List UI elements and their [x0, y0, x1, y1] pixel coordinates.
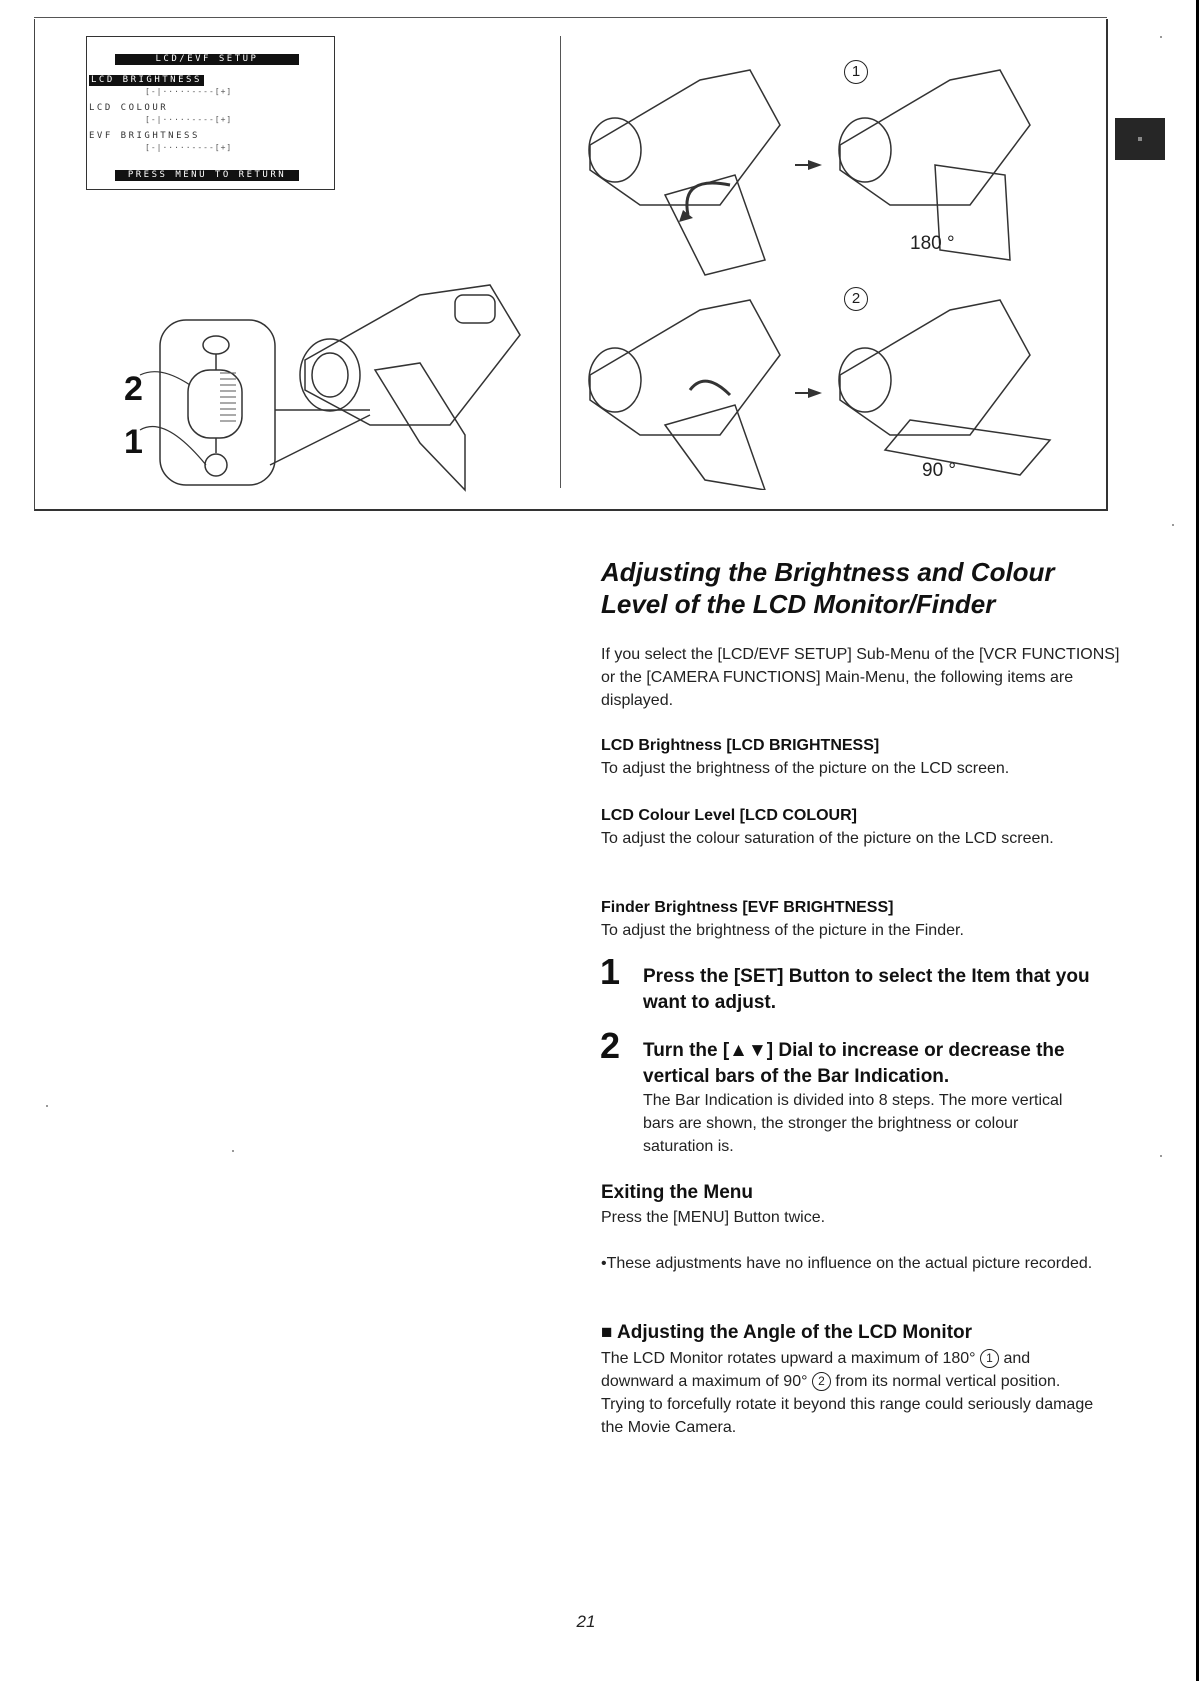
item-description: To adjust the colour saturation of the picture on the LCD screen.	[601, 830, 1054, 847]
exit-menu-text: Press the [MENU] Button twice.	[601, 1209, 826, 1226]
rotation-step-1-marker: 1	[844, 60, 868, 84]
note-text: •These adjustments have no influence on the actual picture recorded.	[601, 1255, 1093, 1272]
inline-marker-1: 1	[980, 1349, 999, 1368]
callout-label-2: 2	[124, 370, 143, 408]
scan-speck	[46, 1105, 48, 1107]
menu-item-evf-brightness: EVF BRIGHTNESS	[89, 131, 200, 141]
lcd-evf-setup-menu	[86, 36, 335, 190]
rotation-step-2-marker: 2	[844, 287, 868, 311]
section-title	[601, 556, 1121, 620]
item-heading: LCD Brightness [LCD BRIGHTNESS]	[601, 737, 880, 754]
item-description: To adjust the brightness of the picture in the Finder.	[601, 922, 964, 939]
lcd-angle-text-c: from its normal vertical position. Trying to forcefully rotate it beyond this range could seriously damage the Movie Camera.	[601, 1373, 1094, 1436]
step-2-title: Turn the [▲▼] Dial to increase or decrease the vertical bars of the Bar Indication.	[643, 1040, 1065, 1087]
section-tab	[1115, 118, 1165, 160]
camera-with-controls-illustration	[120, 275, 540, 500]
page-number: 21	[576, 1612, 596, 1631]
section-title-line-2: Level of the LCD Monitor/Finder	[601, 589, 996, 619]
callout-label-1: 1	[124, 423, 143, 461]
lcd-angle-text-a: The LCD Monitor rotates upward a maximum of 180°	[601, 1350, 976, 1367]
item-lcd-colour	[601, 804, 1121, 850]
section-title-line-1: Adjusting the Brightness and Colour	[601, 557, 1055, 587]
lcd-angle-text-b: and downward a maximum of 90°	[601, 1350, 1031, 1390]
scan-speck	[1172, 524, 1174, 526]
step-1-number: 1	[600, 951, 621, 992]
intro-paragraph: If you select the [LCD/EVF SETUP] Sub-Menu of the [VCR FUNCTIONS] or the [CAMERA FUNCTIONS] Main-Menu, the following items are displayed.	[601, 646, 1120, 709]
item-evf-brightness	[601, 896, 1121, 942]
item-lcd-brightness	[601, 734, 1121, 780]
lcd-angle-paragraph	[601, 1347, 1101, 1439]
lcd-rotation-illustration	[580, 50, 1090, 490]
step-1-title: Press the [SET] Button to select the Item that you want to adjust.	[643, 966, 1090, 1013]
menu-gauge: [-|·····----[+]	[145, 87, 233, 96]
menu-item-lcd-brightness: LCD BRIGHTNESS	[91, 75, 202, 85]
scan-speck	[1160, 36, 1162, 38]
menu-gauge: [-|·····----[+]	[145, 143, 233, 152]
top-rule	[34, 17, 1107, 18]
step-2-number: 2	[600, 1025, 621, 1066]
step-2-body: The Bar Indication is divided into 8 steps. The more vertical bars are shown, the stronger the brightness or colour saturation is.	[643, 1092, 1063, 1155]
angle-label-90: 90 °	[922, 460, 957, 481]
item-heading: LCD Colour Level [LCD COLOUR]	[601, 807, 857, 824]
item-description: To adjust the brightness of the picture on the LCD screen.	[601, 760, 1010, 777]
angle-label-180: 180 °	[910, 233, 955, 254]
scan-speck	[232, 1150, 234, 1152]
menu-title: LCD/EVF SETUP	[115, 54, 299, 65]
menu-footer: PRESS MENU TO RETURN	[115, 170, 299, 181]
figure-divider	[560, 36, 561, 488]
inline-marker-2: 2	[812, 1372, 831, 1391]
menu-gauge: [-|·····----[+]	[145, 115, 233, 124]
scan-speck	[1160, 1155, 1162, 1157]
menu-item-lcd-colour: LCD COLOUR	[89, 103, 169, 113]
exit-menu-heading: Exiting the Menu	[601, 1182, 753, 1203]
item-heading: Finder Brightness [EVF BRIGHTNESS]	[601, 899, 894, 916]
page-edge	[1196, 0, 1199, 1681]
lcd-angle-heading: ■ Adjusting the Angle of the LCD Monitor	[601, 1322, 973, 1343]
